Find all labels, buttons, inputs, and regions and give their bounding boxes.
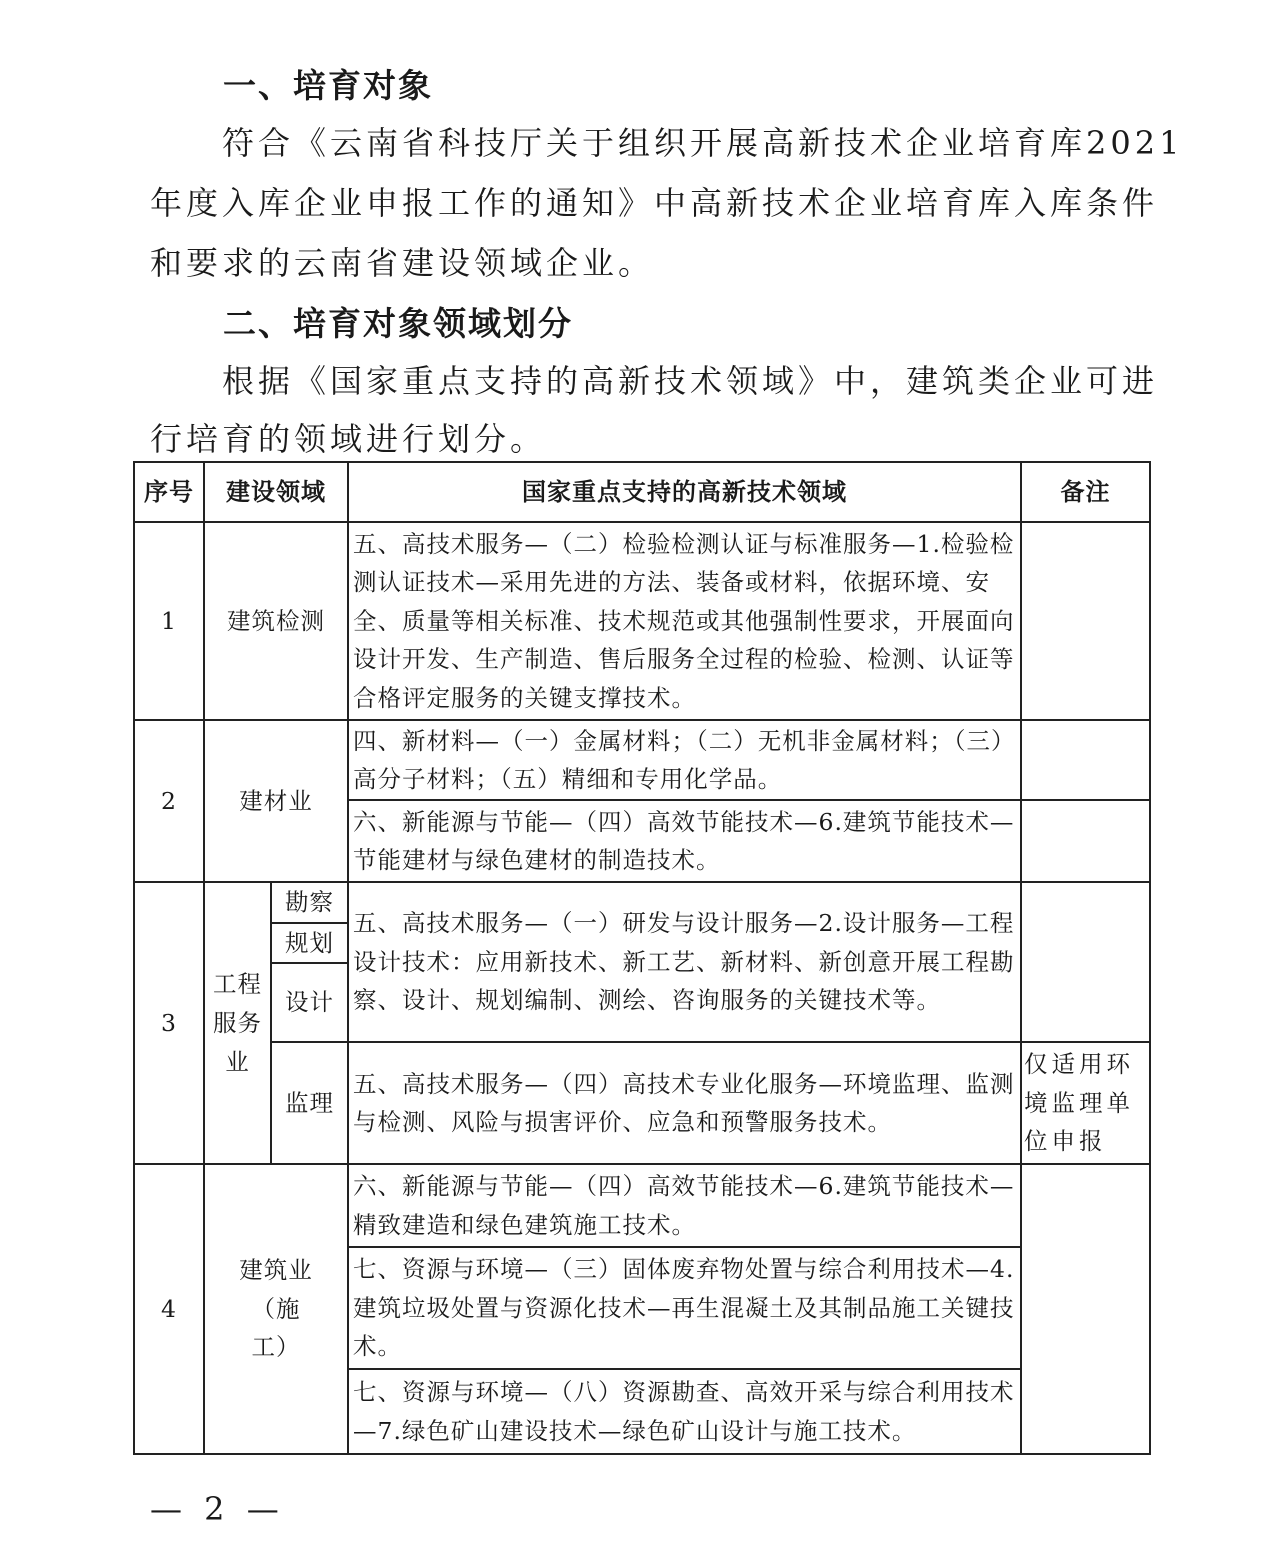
header-field: 建设领域 xyxy=(204,462,348,522)
sub-field-design: 设计 xyxy=(271,963,348,1042)
sub-field-survey: 勘察 xyxy=(271,882,348,923)
section-heading-1: 一、培育对象 xyxy=(223,66,433,105)
field-cell: 工程服务业 xyxy=(204,882,271,1164)
table-row xyxy=(134,882,1150,923)
domain-cell: 五、高技术服务—（四）高技术专业化服务—环境监理、监测与检测、风险与损害评价、应急和预警服务技术。 xyxy=(348,1042,1021,1164)
paragraph-2-line-1: 根据《国家重点支持的高新技术领域》中，建筑类企业可进 xyxy=(222,362,1159,400)
sub-field-planning: 规划 xyxy=(271,923,348,964)
paragraph-2-line-2: 行培育的领域进行划分。 xyxy=(150,420,547,458)
domain-cell: 六、新能源与节能—（四）高效节能技术—6.建筑节能技术—精致建造和绿色建筑施工技术。 xyxy=(348,1164,1021,1247)
field-cell: 建筑检测 xyxy=(204,522,348,720)
remark-cell: 仅适用环境监理单位申报 xyxy=(1021,1042,1150,1164)
header-domain: 国家重点支持的高新技术领域 xyxy=(348,462,1021,522)
page-number: — 2 — xyxy=(150,1490,285,1528)
remark-cell xyxy=(1021,720,1150,800)
paragraph-1-line-2: 年度入库企业申报工作的通知》中高新技术企业培育库入库条件 xyxy=(150,184,1159,222)
section-heading-2: 二、培育对象领域划分 xyxy=(223,304,573,343)
domain-cell: 五、高技术服务—（二）检验检测认证与标准服务—1.检验检测认证技术—采用先进的方法、装备或材料，依据环境、安全、质量等相关标准、技术规范或其他强制性要求，开展面向设计开发、生产制造、售后服务全过程的检验、检测、认证等合格评定服务的关键支撑技术。 xyxy=(348,522,1021,720)
row-number: 4 xyxy=(134,1164,204,1454)
table-header-row xyxy=(134,462,1150,522)
row-number: 2 xyxy=(134,720,204,882)
header-no: 序号 xyxy=(134,462,204,522)
paragraph-1-line-1: 符合《云南省科技厅关于组织开展高新技术企业培育库2021 xyxy=(222,124,1184,162)
header-remark: 备注 xyxy=(1021,462,1150,522)
table-row xyxy=(134,522,1150,720)
table-row xyxy=(134,1042,1150,1164)
domain-cell: 四、新材料—（一）金属材料；（二）无机非金属材料；（三）高分子材料；（五）精细和专用化学品。 xyxy=(348,720,1021,800)
domain-cell: 五、高技术服务—（一）研发与设计服务—2.设计服务—工程设计技术：应用新技术、新工艺、新材料、新创意开展工程勘察、设计、规划编制、测绘、咨询服务的关键技术等。 xyxy=(348,882,1021,1042)
sub-field-supervision: 监理 xyxy=(271,1042,348,1164)
field-cell: 建材业 xyxy=(204,720,348,882)
field-cell: 建筑业（施工） xyxy=(204,1164,348,1454)
remark-cell xyxy=(1021,522,1150,720)
remark-cell xyxy=(1021,800,1150,882)
paragraph-1-line-3: 和要求的云南省建设领域企业。 xyxy=(150,244,655,282)
table-row xyxy=(134,1164,1150,1247)
table-row xyxy=(134,720,1150,800)
domain-cell: 七、资源与环境—（三）固体废弃物处置与综合利用技术—4.建筑垃圾处置与资源化技术—再生混凝土及其制品施工关键技术。 xyxy=(348,1247,1021,1369)
remark-cell xyxy=(1021,882,1150,1042)
row-number: 1 xyxy=(134,522,204,720)
remark-cell xyxy=(1021,1164,1150,1454)
domain-cell: 七、资源与环境—（八）资源勘查、高效开采与综合利用技术—7.绿色矿山建设技术—绿色矿山设计与施工技术。 xyxy=(348,1369,1021,1454)
row-number: 3 xyxy=(134,882,204,1164)
domain-table xyxy=(133,461,1151,1455)
domain-cell: 六、新能源与节能—（四）高效节能技术—6.建筑节能技术—节能建材与绿色建材的制造技术。 xyxy=(348,800,1021,882)
